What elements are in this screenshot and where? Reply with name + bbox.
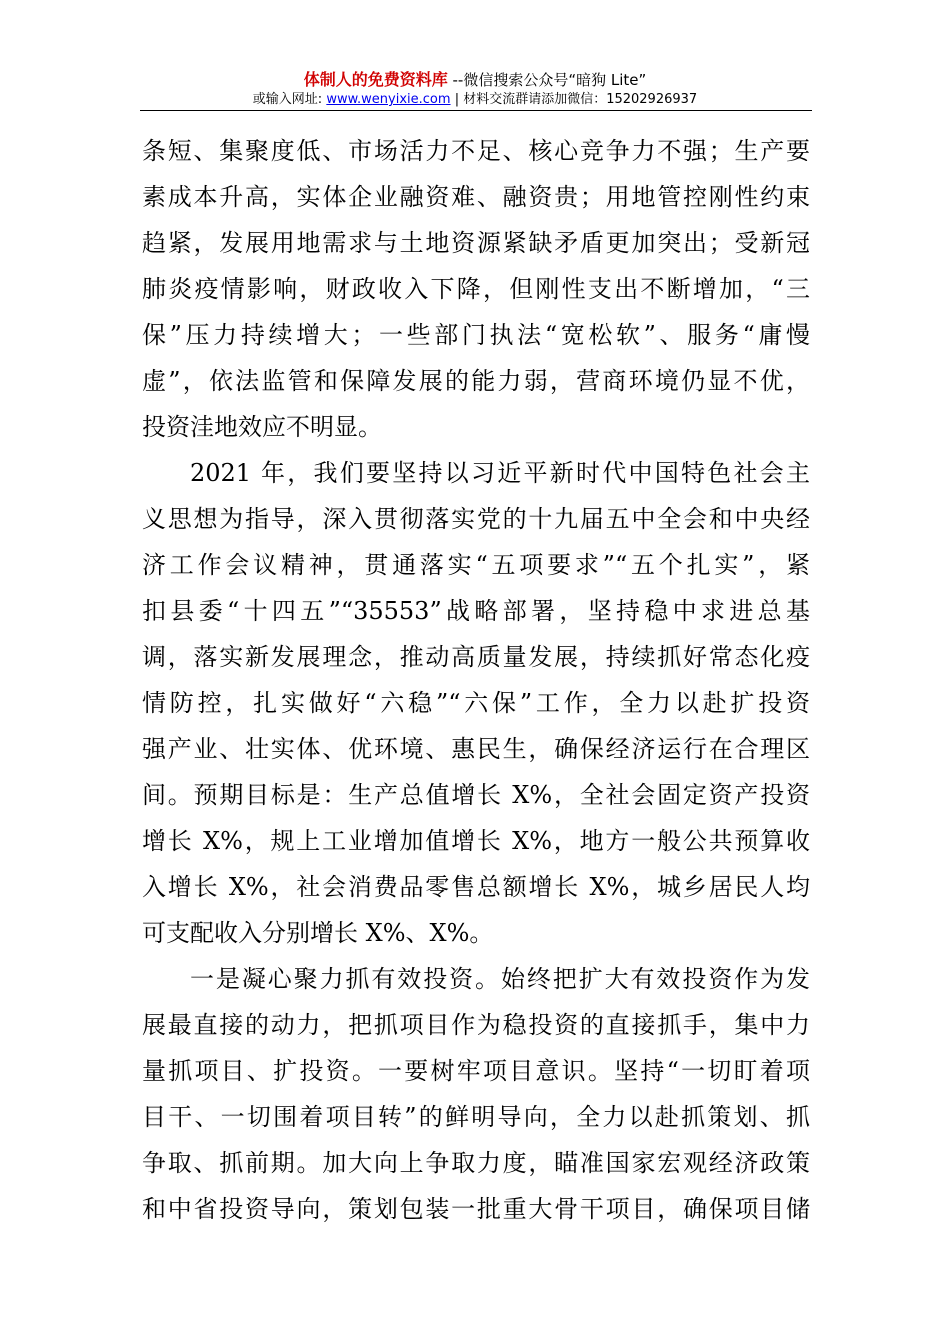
text-line: 和中省投资导向，策划包装一批重大骨干项目，确保项目储 xyxy=(142,1195,810,1223)
body-text xyxy=(142,128,810,1232)
brand-title: 体制人的免费资料库 xyxy=(303,70,448,89)
paragraph-first-line: 2021 年，我们要坚持以习近平新时代中国特色社会主 xyxy=(190,459,810,487)
header-divider xyxy=(140,110,812,111)
text-line: 目干、一切围着项目转”的鲜明导向，全力以赴抓策划、抓 xyxy=(142,1103,810,1131)
text-line: 情防控，扎实做好“六稳”“六保”工作，全力以赴扩投资 xyxy=(142,689,810,717)
paragraph-first-line: 一是凝心聚力抓有效投资。始终把扩大有效投资作为发 xyxy=(190,965,810,993)
header-line-2 xyxy=(0,91,950,109)
text-line: 条短、集聚度低、市场活力不足、核心竞争力不强；生产要 xyxy=(142,137,810,165)
text-line: 肺炎疫情影响，财政收入下降，但刚性支出不断增加，“三 xyxy=(142,275,810,303)
contact-info: | 材料交流群请添加微信：15202926937 xyxy=(454,92,698,107)
text-line: 素成本升高，实体企业融资难、融资贵；用地管控刚性约束 xyxy=(142,183,810,211)
text-line: 增长 X%，规上工业增加值增长 X%，地方一般公共预算收 xyxy=(142,827,810,855)
text-line: 可支配收入分别增长 X%、X%。 xyxy=(142,919,494,947)
text-line: 济工作会议精神，贯通落实“五项要求”“五个扎实”，紧 xyxy=(142,551,810,579)
text-line: 虚”，依法监管和保障发展的能力弱，营商环境仍显不优， xyxy=(142,367,810,395)
text-line: 义思想为指导，深入贯彻落实党的十九届五中全会和中央经 xyxy=(142,505,810,533)
text-line: 保”压力持续增大；一些部门执法“宽松软”、服务“庸慢 xyxy=(142,321,810,349)
text-line: 量抓项目、扩投资。一要树牢项目意识。坚持“一切盯着项 xyxy=(142,1057,810,1085)
text-line: 调，落实新发展理念，推动高质量发展，持续抓好常态化疫 xyxy=(142,643,810,671)
text-line: 强产业、壮实体、优环境、惠民生，确保经济运行在合理区 xyxy=(142,735,810,763)
text-line: 投资洼地效应不明显。 xyxy=(142,413,382,441)
text-line: 入增长 X%，社会消费品零售总额增长 X%，城乡居民人均 xyxy=(142,873,810,901)
url-prefix: 或输入网址: xyxy=(252,92,323,107)
text-line: 扣县委“十四五”“35553”战略部署，坚持稳中求进总基 xyxy=(142,597,810,625)
header-line-1 xyxy=(0,70,950,90)
text-line: 展最直接的动力，把抓项目作为稳投资的直接抓手，集中力 xyxy=(142,1011,810,1039)
website-link[interactable]: www.wenyixie.com xyxy=(326,92,451,107)
header-tagline: --微信搜索公众号“暗狗 Lite” xyxy=(452,71,647,89)
text-line: 争取、抓前期。加大向上争取力度，瞄准国家宏观经济政策 xyxy=(142,1149,810,1177)
text-line: 间。预期目标是：生产总值增长 X%，全社会固定资产投资 xyxy=(142,781,810,809)
text-line: 趋紧，发展用地需求与土地资源紧缺矛盾更加突出；受新冠 xyxy=(142,229,810,257)
